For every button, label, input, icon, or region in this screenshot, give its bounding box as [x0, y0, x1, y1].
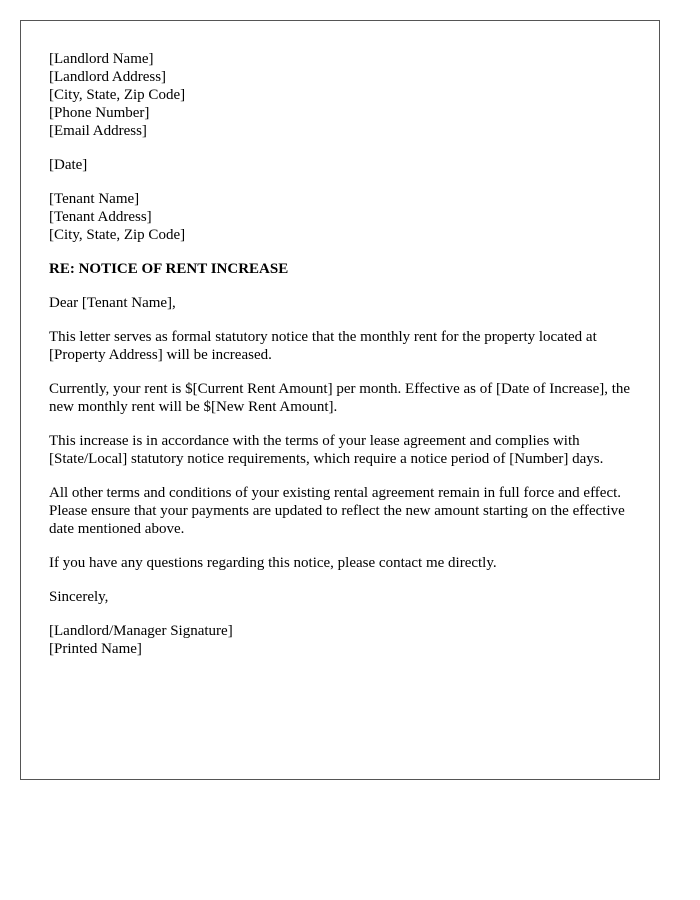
recipient-address: [Tenant Address] [49, 209, 152, 225]
sender-phone: [Phone Number] [49, 105, 150, 121]
body-paragraph-questions: If you have any questions regarding this notice, please contact me directly. [49, 555, 497, 571]
sender-block [49, 50, 631, 140]
recipient-name: [Tenant Name] [49, 191, 140, 207]
body-paragraph-compliance: This increase is in accordance with the terms of your lease agreement and complies with [State/Local] statutory notice requirements, which require a notice period of [Number] days. [49, 433, 604, 467]
body-paragraph-notice: This letter serves as formal statutory notice that the monthly rent for the property located at [Property Address] will be increased. [49, 329, 597, 363]
body-paragraph-amounts: Currently, your rent is $[Current Rent Amount] per month. Effective as of [Date of Increase], the new monthly rent will be $[New Rent Amount]. [49, 381, 631, 415]
closing: Sincerely, [49, 589, 109, 605]
letter-date: [Date] [49, 157, 88, 173]
subject-line: RE: NOTICE OF RENT INCREASE [49, 261, 289, 277]
letter-page [20, 20, 660, 780]
sender-name: [Landlord Name] [49, 51, 154, 67]
sender-city-state-zip: [City, State, Zip Code] [49, 87, 186, 103]
signature-line: [Landlord/Manager Signature] [49, 623, 233, 639]
recipient-block [49, 190, 631, 244]
signature-block [49, 622, 631, 658]
sender-address: [Landlord Address] [49, 69, 167, 85]
body-paragraph-terms: All other terms and conditions of your existing rental agreement remain in full force and effect. Please ensure that your payments are updated to reflect the new amount starting on the effective date mentioned above. [49, 485, 625, 537]
date-block [49, 156, 631, 174]
salutation: Dear [Tenant Name], [49, 295, 176, 311]
recipient-city-state-zip: [City, State, Zip Code] [49, 227, 186, 243]
sender-email: [Email Address] [49, 123, 147, 139]
printed-name: [Printed Name] [49, 641, 142, 657]
